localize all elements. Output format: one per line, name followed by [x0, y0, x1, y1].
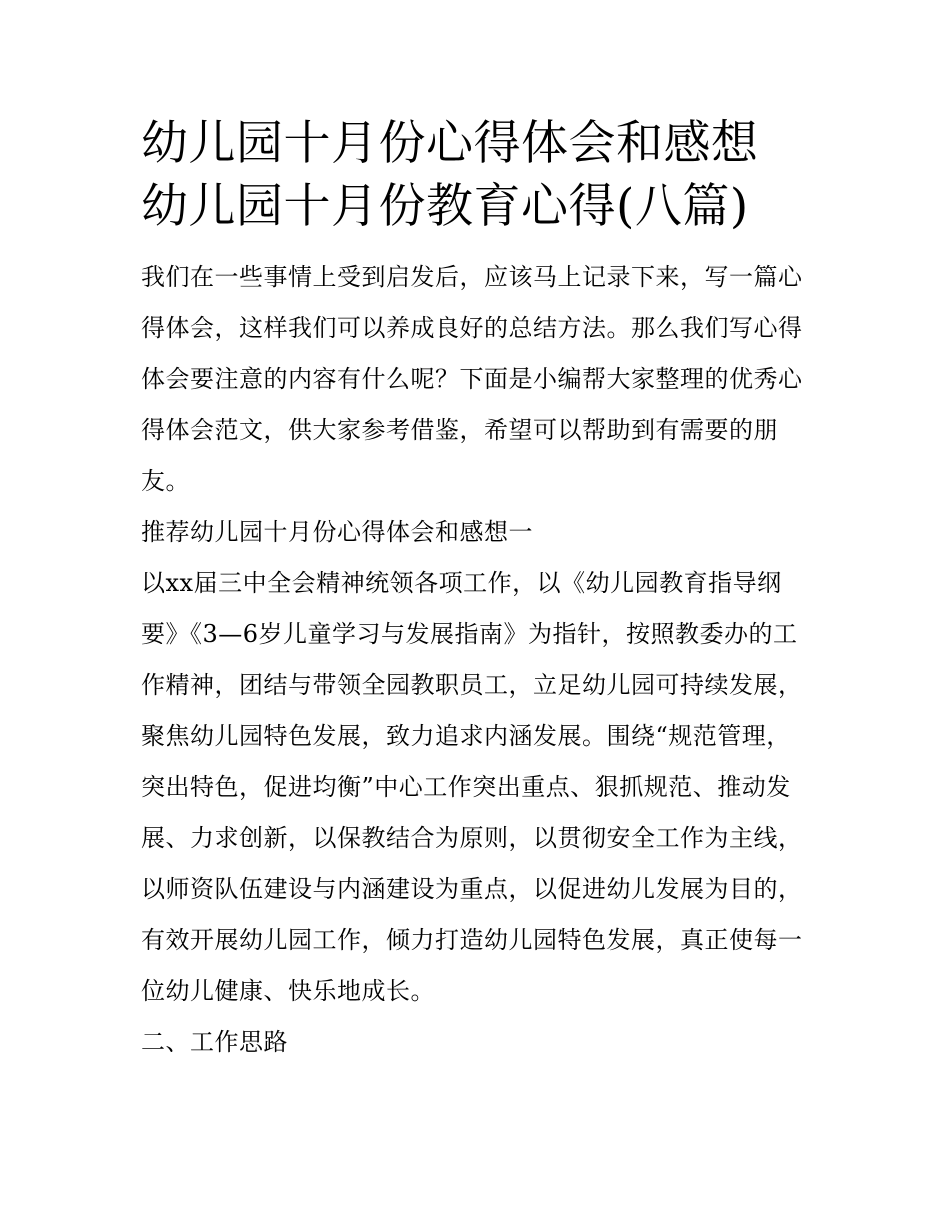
section-1-heading: 推荐幼儿园十月份心得体会和感想一 [141, 518, 533, 546]
document-title [141, 112, 813, 238]
intro-paragraph: 我们在一些事情上受到启发后，应该马上记录下来，写一篇心得体会，这样我们可以养成良好的总结方法。那么我们写心得体会要注意的内容有什么呢？下面是小编帮大家整理的优秀心得体会范文，供大家参考借鉴，希望可以帮助到有需要的朋友。 [141, 263, 803, 495]
section-1-paragraph: 以xx届三中全会精神统领各项工作，以《幼儿园教育指导纲要》《3—6岁儿童学习与发展指南》为指针，按照教委办的工作精神，团结与带领全园教职员工，立足幼儿园可持续发展，聚焦幼儿园特色发展，致力追求内涵发展。围绕“规范管理，突出特色，促进均衡”中心工作突出重点、狠抓规范、推动发展、力求创新，以保教结合为原则，以贯彻安全工作为主线，以师资队伍建设与内涵建设为重点，以促进幼儿发展为目的，有效开展幼儿园工作，倾力打造幼儿园特色发展，真正使每一位幼儿健康、快乐地成长。 [141, 569, 803, 1005]
title-line-1: 幼儿园十月份心得体会和感想 [141, 116, 759, 171]
document-content [141, 112, 813, 1068]
section-2-heading: 二、工作思路 [141, 1028, 288, 1056]
title-line-2: 幼儿园十月份教育心得(八篇) [141, 179, 749, 234]
